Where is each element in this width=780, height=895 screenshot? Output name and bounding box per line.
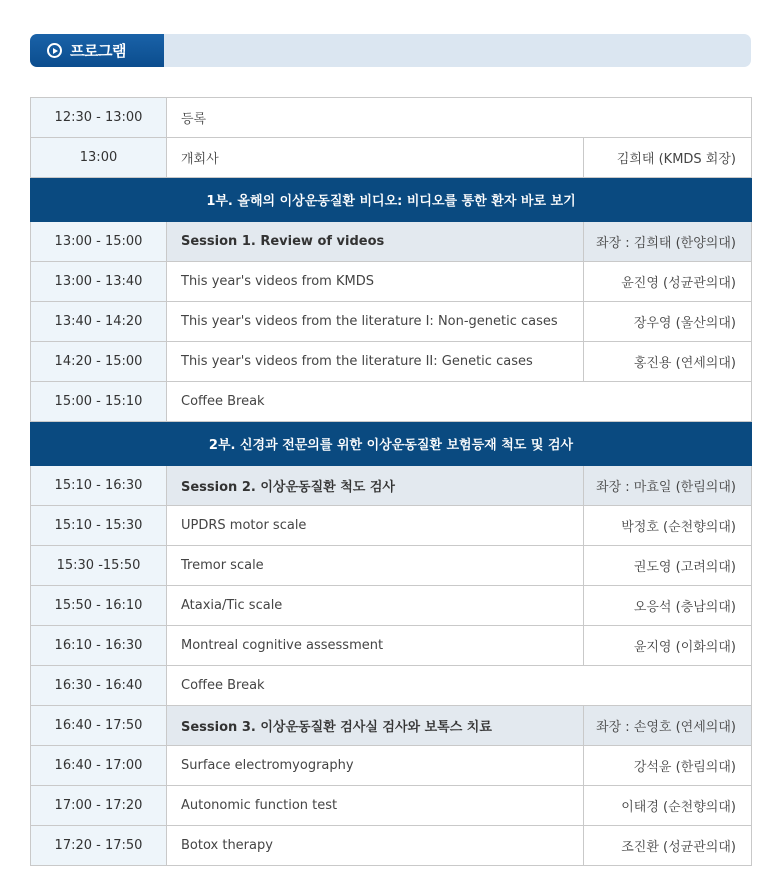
time-cell: 13:40 - 14:20: [31, 302, 167, 342]
session-row: [31, 222, 752, 262]
chair-cell: 좌장 : 손영호 (연세의대): [584, 706, 752, 746]
program-row: [31, 302, 752, 342]
program-row: [31, 138, 752, 178]
speaker-cell: 이태경 (순천향의대): [584, 786, 752, 826]
speaker-cell: 김희태 (KMDS 회장): [584, 138, 752, 178]
program-title-cell: This year's videos from the literature I: Non-genetic cases: [167, 302, 584, 342]
program-title-cell: UPDRS motor scale: [167, 506, 584, 546]
time-cell: 17:20 - 17:50: [31, 826, 167, 866]
program-title-cell: Ataxia/Tic scale: [167, 586, 584, 626]
program-table: [30, 97, 752, 866]
program-title-cell: 개회사: [167, 138, 584, 178]
time-cell: 17:00 - 17:20: [31, 786, 167, 826]
time-cell: 14:20 - 15:00: [31, 342, 167, 382]
time-cell: 16:10 - 16:30: [31, 626, 167, 666]
time-cell: 16:40 - 17:00: [31, 746, 167, 786]
program-title-cell: 등록: [167, 98, 752, 138]
speaker-cell: 장우영 (울산의대): [584, 302, 752, 342]
time-cell: 12:30 - 13:00: [31, 98, 167, 138]
part-header-row: [31, 178, 752, 222]
program-title-cell: This year's videos from KMDS: [167, 262, 584, 302]
program-row: [31, 666, 752, 706]
speaker-cell: 조진환 (성균관의대): [584, 826, 752, 866]
speaker-cell: 윤지영 (이화의대): [584, 626, 752, 666]
program-title-cell: Botox therapy: [167, 826, 584, 866]
session-title: Session 1. Review of videos: [167, 222, 584, 262]
part-title: 2부. 신경과 전문의를 위한 이상운동질환 보험등재 척도 및 검사: [31, 422, 752, 466]
time-cell: 15:10 - 16:30: [31, 466, 167, 506]
program-row: [31, 746, 752, 786]
time-cell: 13:00: [31, 138, 167, 178]
speaker-cell: 권도영 (고려의대): [584, 546, 752, 586]
time-cell: 16:40 - 17:50: [31, 706, 167, 746]
session-row: [31, 706, 752, 746]
program-row: [31, 98, 752, 138]
speaker-cell: 오응석 (충남의대): [584, 586, 752, 626]
session-title: Session 3. 이상운동질환 검사실 검사와 보톡스 치료: [167, 706, 584, 746]
program-title-cell: Tremor scale: [167, 546, 584, 586]
session-title: Session 2. 이상운동질환 척도 검사: [167, 466, 584, 506]
part-header-row: [31, 422, 752, 466]
speaker-cell: 윤진영 (성균관의대): [584, 262, 752, 302]
program-row: [31, 506, 752, 546]
time-cell: 15:00 - 15:10: [31, 382, 167, 422]
program-row: [31, 382, 752, 422]
time-cell: 15:30 -15:50: [31, 546, 167, 586]
program-row: [31, 342, 752, 382]
chair-cell: 좌장 : 마효일 (한림의대): [584, 466, 752, 506]
program-row: [31, 626, 752, 666]
time-cell: 16:30 - 16:40: [31, 666, 167, 706]
program-row: [31, 262, 752, 302]
program-title-cell: This year's videos from the literature II: Genetic cases: [167, 342, 584, 382]
time-cell: 13:00 - 15:00: [31, 222, 167, 262]
program-title-cell: Surface electromyography: [167, 746, 584, 786]
program-row: [31, 586, 752, 626]
program-title: 프로그램: [70, 42, 126, 60]
program-row: [31, 546, 752, 586]
program-row: [31, 826, 752, 866]
time-cell: 15:10 - 15:30: [31, 506, 167, 546]
program-header: [30, 34, 751, 67]
session-row: [31, 466, 752, 506]
program-title-cell: Coffee Break: [167, 382, 752, 422]
speaker-cell: 홍진용 (연세의대): [584, 342, 752, 382]
circle-play-icon: [47, 43, 62, 58]
time-cell: 13:00 - 13:40: [31, 262, 167, 302]
time-cell: 15:50 - 16:10: [31, 586, 167, 626]
chair-cell: 좌장 : 김희태 (한양의대): [584, 222, 752, 262]
program-title-cell: Coffee Break: [167, 666, 752, 706]
speaker-cell: 박정호 (순천향의대): [584, 506, 752, 546]
part-title: 1부. 올해의 이상운동질환 비디오: 비디오를 통한 환자 바로 보기: [31, 178, 752, 222]
program-title-cell: Autonomic function test: [167, 786, 584, 826]
speaker-cell: 강석윤 (한림의대): [584, 746, 752, 786]
program-title-cell: Montreal cognitive assessment: [167, 626, 584, 666]
program-row: [31, 786, 752, 826]
program-tab: [30, 34, 164, 67]
